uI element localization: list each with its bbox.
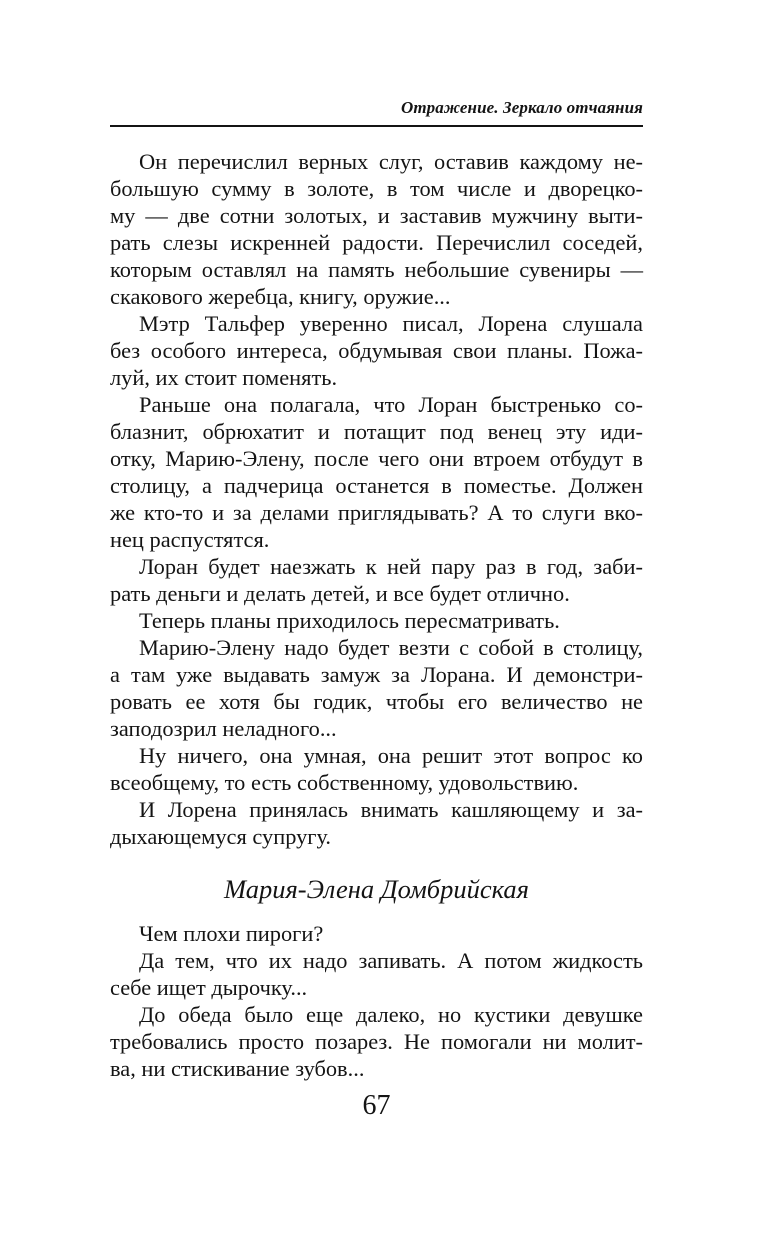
text-line: Ну ничего, она умная, она решит этот вопрос ко (139, 743, 643, 768)
header-divider (110, 125, 643, 127)
page-number: 67 (362, 1090, 391, 1121)
paragraph (110, 553, 643, 607)
text-line: Теперь планы приходилось пересматривать. (139, 608, 560, 633)
paragraph (110, 920, 643, 947)
paragraph (110, 1001, 643, 1082)
text-line: му — две сотни золотых, и заставив мужчину выти- (110, 203, 643, 228)
text-line: Мэтр Тальфер уверенно писал, Лорена слушала (139, 311, 643, 336)
running-head: Отражение. Зеркало отчаяния (400, 98, 643, 117)
text-line: Лоран будет наезжать к ней пару раз в год, заби- (139, 554, 643, 579)
paragraph (110, 947, 643, 1001)
paragraph (110, 634, 643, 742)
paragraphs-after-section (110, 920, 643, 1082)
text-line: рать деньги и делать детей, и все будет отлично. (110, 581, 570, 606)
text-line: требовались просто позарез. Не помогали ни молит- (110, 1029, 643, 1054)
paragraphs-before-section (110, 148, 643, 850)
text-line: столицу, а падчерица останется в поместье. Должен (110, 473, 643, 498)
text-line: ва, ни стискивание зубов... (110, 1056, 365, 1081)
text-line: заподозрил неладного... (110, 716, 337, 741)
text-line: ровать ее хотя бы годик, чтобы его величество не (110, 689, 643, 714)
text-line: скакового жеребца, книгу, оружие... (110, 284, 451, 309)
text-line: нец распустятся. (110, 527, 270, 552)
text-line: всеобщему, то есть собственному, удовольствию. (110, 770, 579, 795)
paragraph (110, 742, 643, 796)
text-line: же кто-то и за делами приглядывать? А то слуги вко- (110, 500, 643, 525)
page-body (110, 148, 643, 1082)
paragraph (110, 391, 643, 553)
text-line: а там уже выдавать замуж за Лорана. И демонстри- (110, 662, 643, 687)
text-line: без особого интереса, обдумывая свои планы. Пожа- (110, 338, 643, 363)
text-line: луй, их стоит поменять. (110, 365, 338, 390)
paragraph (110, 607, 643, 634)
paragraph (110, 796, 643, 850)
text-line: которым оставлял на память небольшие сувениры — (110, 257, 643, 282)
section-title: Мария-Элена Домбрийская (224, 874, 529, 904)
paragraph (110, 148, 643, 310)
text-line: Он перечислил верных слуг, оставив каждому не- (139, 149, 643, 174)
text-line: Да тем, что их надо запивать. А потом жидкость (139, 948, 643, 973)
text-line: Раньше она полагала, что Лоран быстренько со- (139, 392, 643, 417)
text-line: отку, Марию-Элену, после чего они втроем отбудут в (110, 446, 643, 471)
text-line: рать слезы искренней радости. Перечислил соседей, (110, 230, 643, 255)
text-line: И Лорена принялась внимать кашляющему и за- (139, 797, 643, 822)
text-line: большую сумму в золоте, в том числе и дворецко- (110, 176, 643, 201)
text-line: Марию-Элену надо будет везти с собой в столицу, (139, 635, 643, 660)
text-line: До обеда было еще далеко, но кустики девушке (139, 1002, 643, 1027)
text-line: дыхающемуся супругу. (110, 824, 332, 849)
text-line: блазнит, обрюхатит и потащит под венец эту иди- (110, 419, 643, 444)
text-line: Чем плохи пироги? (139, 921, 324, 946)
text-line: себе ищет дырочку... (110, 975, 308, 1000)
paragraph (110, 310, 643, 391)
